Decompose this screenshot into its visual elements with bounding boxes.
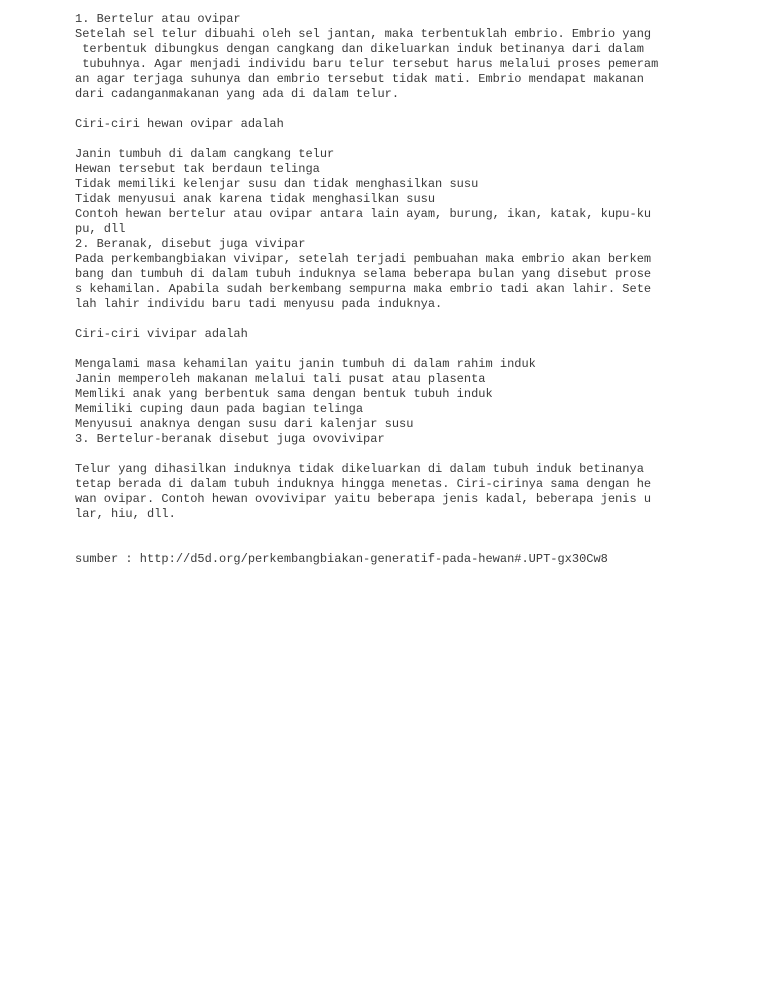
section1-para-line: terbentuk dibungkus dengan cangkang dan dikeluarkan induk betinanya dari dalam (75, 42, 644, 56)
section2-trait-item: Janin memperoleh makanan melalui tali pusat atau plasenta (75, 372, 486, 386)
section2-trait-item: Memiliki cuping daun pada bagian telinga (75, 402, 364, 416)
section3-para-line: tetap berada di dalam tubuh induknya hingga menetas. Ciri-cirinya sama dengan he (75, 477, 652, 491)
spacer (75, 312, 695, 327)
spacer (75, 447, 695, 462)
section1-trait-item: Hewan tersebut tak berdaun telinga (75, 162, 320, 176)
spacer (75, 102, 695, 117)
section2-heading: 2. Beranak, disebut juga vivipar (75, 237, 306, 251)
section2-para-line: s kehamilan. Apabila sudah berkembang sempurna maka embrio tadi akan lahir. Sete (75, 282, 652, 296)
section1-trait-item: pu, dll (75, 222, 126, 236)
section1-heading: 1. Bertelur atau ovipar (75, 12, 241, 26)
section3-para-line: Telur yang dihasilkan induknya tidak dikeluarkan di dalam tubuh induk betinanya (75, 462, 644, 476)
section1-trait-item: Janin tumbuh di dalam cangkang telur (75, 147, 335, 161)
section1-para-line: dari cadanganmakanan yang ada di dalam telur. (75, 87, 400, 101)
section1-para-line: tubuhnya. Agar menjadi individu baru telur tersebut harus melalui proses pemeram (75, 57, 659, 71)
section1-para-line: Setelah sel telur dibuahi oleh sel jantan, maka terbentuklah embrio. Embrio yang (75, 27, 652, 41)
section1-trait-item: Contoh hewan bertelur atau ovipar antara lain ayam, burung, ikan, katak, kupu-ku (75, 207, 652, 221)
section3-heading: 3. Bertelur-beranak disebut juga ovovivipar (75, 432, 385, 446)
section2-para-line: bang dan tumbuh di dalam tubuh induknya selama beberapa bulan yang disebut prose (75, 267, 652, 281)
section3-para-line: wan ovipar. Contoh hewan ovovivipar yaitu beberapa jenis kadal, beberapa jenis u (75, 492, 652, 506)
section2-trait-item: Menyusui anaknya dengan susu dari kalenjar susu (75, 417, 414, 431)
section1-trait-item: Tidak menyusui anak karena tidak menghasilkan susu (75, 192, 436, 206)
section3-para-line: lar, hiu, dll. (75, 507, 176, 521)
spacer (75, 522, 695, 552)
section2-para-line: lah lahir individu baru tadi menyusu pada induknya. (75, 297, 443, 311)
section2-traits-title: Ciri-ciri vivipar adalah (75, 327, 248, 341)
spacer (75, 132, 695, 147)
section1-para-line: an agar terjaga suhunya dan embrio tersebut tidak mati. Embrio mendapat makanan (75, 72, 644, 86)
spacer (75, 342, 695, 357)
section1-traits-title: Ciri-ciri hewan ovipar adalah (75, 117, 284, 131)
section2-para-line: Pada perkembangbiakan vivipar, setelah terjadi pembuahan maka embrio akan berkem (75, 252, 652, 266)
document-page (75, 12, 695, 567)
section2-trait-item: Mengalami masa kehamilan yaitu janin tumbuh di dalam rahim induk (75, 357, 536, 371)
section2-trait-item: Memliki anak yang berbentuk sama dengan bentuk tubuh induk (75, 387, 493, 401)
section1-trait-item: Tidak memiliki kelenjar susu dan tidak menghasilkan susu (75, 177, 479, 191)
source-link[interactable]: sumber : http://d5d.org/perkembangbiakan-generatif-pada-hewan#.UPT-gx30Cw8 (75, 552, 608, 566)
